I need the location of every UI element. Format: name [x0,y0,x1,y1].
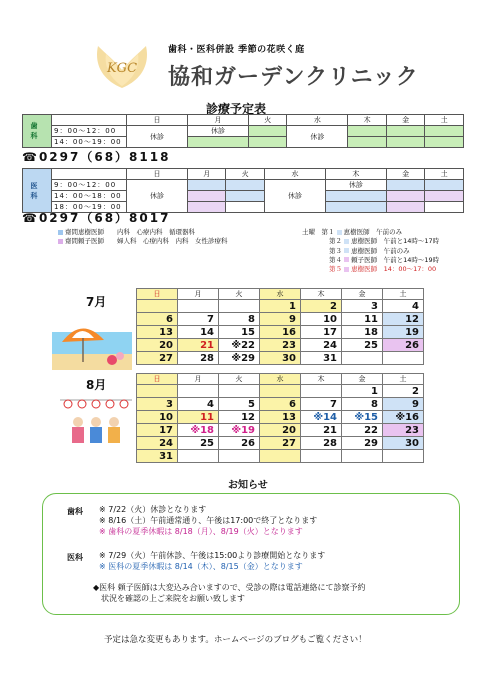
svg-text:KGC: KGC [106,61,138,76]
medical-phone[interactable]: ☎0297（68）8017 [22,211,171,225]
dental-time-pm: 14：00～19：00 [52,137,127,148]
notice-title: お知らせ [228,480,268,491]
july-label: 7月 [86,295,107,309]
august-label: 8月 [86,378,107,392]
notice-box: 歯科 ※ 7/22（火）休診となります ※ 8/16（土）午前通常通り、午後は17:00で終了となります ※ 歯科の夏季休暇は 8/18（月）、8/19（火）となります 医科 ※ 7/29（火）午前休診、午後は15:00より診療開始となります ※ 医科の夏季休暇は 8/14（木）、8/15（金）となります ◆医科 頼子医師は大変込み合いますので、受診の際は電話連絡にて診察予約 状況を確認の上ご来院をお願い致します [42,493,460,615]
clinic-name: 協和ガーデンクリニック [168,64,419,90]
clinic-subtitle: 歯科・医科併設 季節の花咲く庭 [168,45,305,55]
doctor-legend: 齋間恵樹医師 内科 心療内科 循環器科 齋間頼子医師 婦人科 心療内科 内科 女性診療科 [58,228,228,247]
dental-hours-table: 歯 科 日 月 火 水 木 金 土 9：00～12：00 休診 休診 休診 14：00～19：00 [22,114,464,148]
dental-phone[interactable]: ☎0297（68）8118 [22,150,171,164]
august-calendar: 日 月 火 水 木 金 土 1 2 3 4 5 6 7 8 9 10 11 12 13 ※14 ※15 ※16 17 ※18 ※19 20 21 22 23 24 25 26 27 28 29 30 31 [136,373,424,463]
saturday-legend: 土曜 第１ 恵樹医師 午前のみ 第２ 恵樹医師 午前と14時～17時 第３ 恵樹医師 午前のみ 第４ 頼子医師 午前と14時～19時 第５ 恵樹医師 14：00～17：00 [302,228,440,274]
july-calendar: 日 月 火 水 木 金 土 1 2 3 4 6 7 8 9 10 11 12 13 14 15 16 17 18 19 20 21 ※22 23 24 25 26 27 28 ※29 30 31 [136,288,424,365]
beach-illustration [52,312,132,370]
dental-label: 歯 科 [23,115,52,148]
footer-note: 予定は急な変更もあります。ホームページのブログもご覧ください！ [104,635,367,645]
schedule-title: 診療予定表 [206,102,267,116]
medical-hours-table: 医 科 日 月 火 水 木 金 土 9：00～12：00 休診 休診 休診 14：00～18：00 18：00～19：00 [22,168,464,213]
festival-illustration [60,392,132,448]
medical-label: 医 科 [23,169,52,213]
clinic-logo [92,40,152,94]
dental-time-am: 9：00～12：00 [52,126,127,137]
